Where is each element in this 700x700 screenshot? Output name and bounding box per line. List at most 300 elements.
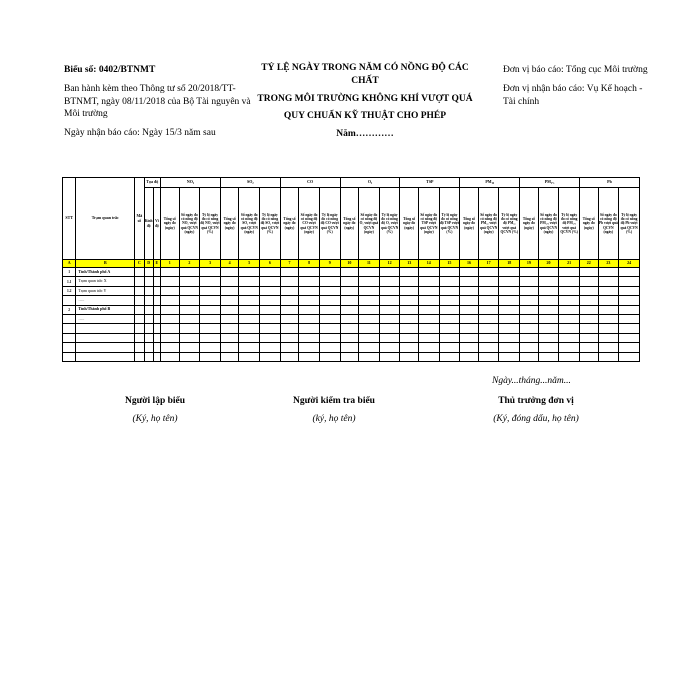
table-cell[interactable] (280, 286, 299, 295)
table-cell[interactable] (418, 343, 439, 352)
table-cell[interactable] (379, 343, 400, 352)
table-cell[interactable] (619, 277, 640, 286)
form-header-right (503, 64, 653, 114)
table-cell[interactable] (559, 296, 580, 305)
table-cell[interactable] (598, 333, 619, 342)
table-cell[interactable] (144, 286, 153, 295)
table-cell[interactable] (319, 343, 340, 352)
table-cell[interactable] (439, 343, 460, 352)
table-cell[interactable] (359, 314, 380, 323)
table-cell[interactable] (135, 305, 144, 314)
header-measure-exceed: Số ngày đo có nồng độ O₃ vượt quá QCVN (ngày) (359, 188, 380, 260)
table-cell[interactable] (619, 324, 640, 333)
table-cell[interactable] (478, 286, 499, 295)
signature-checker (249, 392, 419, 428)
table-cell[interactable] (478, 333, 499, 342)
table-cell[interactable] (579, 343, 598, 352)
table-cell[interactable] (161, 286, 180, 295)
table-cell[interactable] (400, 352, 419, 361)
table-cell[interactable] (579, 305, 598, 314)
table-cell[interactable] (559, 343, 580, 352)
table-cell[interactable] (161, 268, 180, 277)
row-stt (63, 343, 76, 352)
table-cell[interactable] (579, 352, 598, 361)
table-cell[interactable] (559, 314, 580, 323)
table-cell[interactable] (319, 305, 340, 314)
table-cell[interactable] (299, 296, 320, 305)
table-cell[interactable] (379, 268, 400, 277)
header-measure-total: Tổng số ngày đo (ngày) (161, 188, 180, 260)
table-cell[interactable] (379, 352, 400, 361)
table-cell[interactable] (619, 352, 640, 361)
table-cell[interactable] (619, 268, 640, 277)
table-cell[interactable] (538, 333, 559, 342)
table-cell[interactable] (520, 268, 539, 277)
table-cell[interactable] (359, 324, 380, 333)
table-cell[interactable] (418, 286, 439, 295)
table-cell[interactable] (319, 324, 340, 333)
table-cell[interactable] (220, 268, 239, 277)
table-cell[interactable] (144, 352, 153, 361)
table-cell[interactable] (520, 343, 539, 352)
table-cell[interactable] (499, 277, 520, 286)
table-cell[interactable] (598, 305, 619, 314)
table-cell[interactable] (153, 314, 160, 323)
table-cell[interactable] (144, 343, 153, 352)
table-cell[interactable] (220, 343, 239, 352)
table-cell[interactable] (579, 286, 598, 295)
table-cell[interactable] (400, 277, 419, 286)
table-cell[interactable] (161, 343, 180, 352)
table-cell[interactable] (359, 352, 380, 361)
table-cell[interactable] (135, 314, 144, 323)
row-stt: 1.2 (63, 286, 76, 295)
table-cell[interactable] (538, 277, 559, 286)
table-cell[interactable] (400, 343, 419, 352)
table-cell[interactable] (499, 286, 520, 295)
table-cell[interactable] (579, 268, 598, 277)
table-cell[interactable] (200, 286, 221, 295)
header-pollutant: NO₂ (161, 178, 221, 188)
table-cell[interactable] (135, 343, 144, 352)
table-cell[interactable] (460, 343, 479, 352)
table-cell[interactable] (379, 296, 400, 305)
table-cell[interactable] (200, 324, 221, 333)
header-stt: STT (63, 178, 76, 260)
row-station: Tỉnh/Thành phố A (76, 268, 135, 277)
table-cell[interactable] (538, 268, 559, 277)
table-cell[interactable] (280, 314, 299, 323)
table-cell[interactable] (239, 286, 260, 295)
table-cell[interactable] (559, 333, 580, 342)
table-cell[interactable] (460, 286, 479, 295)
table-cell[interactable] (280, 333, 299, 342)
table-cell[interactable] (359, 286, 380, 295)
table-cell[interactable] (239, 343, 260, 352)
table-cell[interactable] (280, 268, 299, 277)
table-cell[interactable] (379, 333, 400, 342)
table-cell[interactable] (460, 277, 479, 286)
table-cell[interactable] (359, 296, 380, 305)
table-cell[interactable] (559, 286, 580, 295)
table-cell[interactable] (478, 277, 499, 286)
receive-date: Ngày nhận báo cáo: Ngày 15/3 năm sau (64, 128, 216, 139)
table-cell[interactable] (319, 277, 340, 286)
table-cell[interactable] (179, 305, 200, 314)
table-cell[interactable] (239, 333, 260, 342)
row-station: Trạm quan trắc X (76, 277, 135, 286)
table-cell[interactable] (239, 296, 260, 305)
table-cell[interactable] (280, 343, 299, 352)
table-cell[interactable] (179, 296, 200, 305)
table-cell[interactable] (598, 286, 619, 295)
table-cell[interactable] (299, 314, 320, 323)
table-cell[interactable] (439, 305, 460, 314)
table-cell[interactable] (478, 296, 499, 305)
table-cell[interactable] (619, 296, 640, 305)
table-cell[interactable] (499, 305, 520, 314)
table-cell[interactable] (299, 305, 320, 314)
table-cell[interactable] (478, 314, 499, 323)
table-cell[interactable] (135, 352, 144, 361)
table-cell[interactable] (579, 277, 598, 286)
table-cell[interactable] (135, 324, 144, 333)
table-cell[interactable] (200, 352, 221, 361)
table-cell[interactable] (340, 286, 359, 295)
header-measure-total: Tổng số ngày đo (ngày) (340, 188, 359, 260)
table-cell[interactable] (340, 352, 359, 361)
table-cell[interactable] (598, 343, 619, 352)
table-cell[interactable] (260, 324, 281, 333)
table-cell[interactable] (319, 296, 340, 305)
table-cell[interactable] (239, 268, 260, 277)
table-cell[interactable] (161, 333, 180, 342)
table-cell[interactable] (319, 286, 340, 295)
table-cell[interactable] (260, 277, 281, 286)
column-code: 14 (418, 260, 439, 268)
table-cell[interactable] (579, 314, 598, 323)
table-cell[interactable] (340, 333, 359, 342)
table-cell[interactable] (135, 277, 144, 286)
table-cell[interactable] (559, 277, 580, 286)
table-cell[interactable] (379, 314, 400, 323)
table-cell[interactable] (418, 296, 439, 305)
table-cell[interactable] (220, 333, 239, 342)
table-cell[interactable] (379, 286, 400, 295)
table-cell[interactable] (299, 333, 320, 342)
table-cell[interactable] (144, 305, 153, 314)
table-cell[interactable] (200, 333, 221, 342)
table-cell[interactable] (200, 343, 221, 352)
table-cell[interactable] (135, 333, 144, 342)
table-cell[interactable] (153, 305, 160, 314)
table-cell[interactable] (144, 268, 153, 277)
table-cell[interactable] (135, 296, 144, 305)
table-cell[interactable] (260, 305, 281, 314)
table-cell[interactable] (319, 314, 340, 323)
table-cell[interactable] (135, 286, 144, 295)
table-cell[interactable] (418, 333, 439, 342)
table-cell[interactable] (400, 314, 419, 323)
header-measure-exceed: Số ngày đo có nồng độ Pb vượt quá QCVN (ngày) (598, 188, 619, 260)
table-cell[interactable] (499, 352, 520, 361)
table-cell[interactable] (179, 324, 200, 333)
table-cell[interactable] (619, 314, 640, 323)
table-cell[interactable] (200, 305, 221, 314)
table-cell[interactable] (559, 268, 580, 277)
header-coordinates: Tọa độ (144, 178, 161, 188)
table-cell[interactable] (153, 277, 160, 286)
row-station (76, 333, 135, 342)
table-cell[interactable] (499, 324, 520, 333)
table-cell[interactable] (144, 277, 153, 286)
table-cell[interactable] (144, 333, 153, 342)
table-cell[interactable] (478, 324, 499, 333)
table-cell[interactable] (144, 324, 153, 333)
table-cell[interactable] (538, 352, 559, 361)
header-measure-exceed: Số ngày đo có nồng độ NO₂ vượt quá QCVN (ngày) (179, 188, 200, 260)
table-cell[interactable] (478, 268, 499, 277)
table-cell[interactable] (161, 324, 180, 333)
table-cell[interactable] (359, 333, 380, 342)
column-code: 19 (520, 260, 539, 268)
table-cell[interactable] (280, 352, 299, 361)
table-cell[interactable] (179, 286, 200, 295)
table-cell[interactable] (179, 277, 200, 286)
table-cell[interactable] (400, 333, 419, 342)
table-cell[interactable] (520, 333, 539, 342)
table-cell[interactable] (340, 305, 359, 314)
table-cell[interactable] (179, 343, 200, 352)
table-cell[interactable] (340, 314, 359, 323)
table-cell[interactable] (400, 305, 419, 314)
header-measure-ratio: Tỷ lệ ngày đo có nồng độ PM₂.₅ vượt quá QCVN (%) (559, 188, 580, 260)
table-cell[interactable] (439, 333, 460, 342)
table-cell[interactable] (144, 314, 153, 323)
table-cell[interactable] (598, 352, 619, 361)
table-cell[interactable] (418, 268, 439, 277)
table-cell[interactable] (379, 277, 400, 286)
table-cell[interactable] (559, 324, 580, 333)
table-cell[interactable] (359, 343, 380, 352)
table-cell[interactable] (153, 286, 160, 295)
table-cell[interactable] (260, 352, 281, 361)
table-cell[interactable] (340, 268, 359, 277)
table-cell[interactable] (153, 324, 160, 333)
table-cell[interactable] (200, 314, 221, 323)
table-cell[interactable] (418, 277, 439, 286)
table-cell[interactable] (153, 296, 160, 305)
table-cell[interactable] (460, 333, 479, 342)
table-cell[interactable] (379, 305, 400, 314)
table-cell[interactable] (299, 324, 320, 333)
table-cell[interactable] (619, 305, 640, 314)
table-cell[interactable] (559, 305, 580, 314)
table-cell[interactable] (538, 286, 559, 295)
table-cell[interactable] (280, 296, 299, 305)
header-pollutant: Pb (579, 178, 639, 188)
table-cell[interactable] (220, 305, 239, 314)
table-cell[interactable] (299, 343, 320, 352)
table-cell[interactable] (260, 296, 281, 305)
table-cell[interactable] (418, 352, 439, 361)
table-row (63, 333, 640, 342)
table-cell[interactable] (520, 305, 539, 314)
table-cell[interactable] (239, 314, 260, 323)
table-cell[interactable] (439, 286, 460, 295)
table-cell[interactable] (579, 324, 598, 333)
table-cell[interactable] (538, 314, 559, 323)
table-cell[interactable] (499, 333, 520, 342)
table-cell[interactable] (260, 286, 281, 295)
table-cell[interactable] (179, 352, 200, 361)
table-cell[interactable] (460, 314, 479, 323)
table-cell[interactable] (579, 333, 598, 342)
table-cell[interactable] (460, 268, 479, 277)
table-cell[interactable] (439, 324, 460, 333)
table-cell[interactable] (299, 277, 320, 286)
preparer-note: (Ký, họ tên) (132, 414, 178, 425)
table-cell[interactable] (340, 277, 359, 286)
table-cell[interactable] (161, 352, 180, 361)
table-cell[interactable] (220, 314, 239, 323)
table-cell[interactable] (520, 296, 539, 305)
table-cell[interactable] (499, 314, 520, 323)
table-cell[interactable] (598, 268, 619, 277)
table-cell[interactable] (460, 352, 479, 361)
table-cell[interactable] (520, 324, 539, 333)
table-row (63, 277, 640, 286)
table-cell[interactable] (418, 324, 439, 333)
table-cell[interactable] (520, 277, 539, 286)
table-cell[interactable] (161, 296, 180, 305)
table-cell[interactable] (179, 268, 200, 277)
table-cell[interactable] (319, 352, 340, 361)
header-measure-ratio: Tỷ lệ ngày đo có nồng độ TSP vượt quá QCVN (%) (439, 188, 460, 260)
table-cell[interactable] (220, 324, 239, 333)
table-cell[interactable] (418, 305, 439, 314)
table-cell[interactable] (400, 324, 419, 333)
table-cell[interactable] (319, 333, 340, 342)
table-cell[interactable] (144, 296, 153, 305)
table-cell[interactable] (499, 268, 520, 277)
row-station (76, 352, 135, 361)
table-cell[interactable] (379, 324, 400, 333)
table-cell[interactable] (153, 268, 160, 277)
table-cell[interactable] (439, 314, 460, 323)
table-cell[interactable] (340, 343, 359, 352)
table-cell[interactable] (520, 314, 539, 323)
table-cell[interactable] (439, 268, 460, 277)
table-cell[interactable] (538, 305, 559, 314)
table-cell[interactable] (520, 352, 539, 361)
table-cell[interactable] (200, 268, 221, 277)
table-cell[interactable] (153, 343, 160, 352)
table-cell[interactable] (161, 277, 180, 286)
table-cell[interactable] (439, 277, 460, 286)
table-cell[interactable] (220, 277, 239, 286)
table-cell[interactable] (499, 343, 520, 352)
table-cell[interactable] (340, 296, 359, 305)
column-code: C (135, 260, 144, 268)
table-cell[interactable] (299, 352, 320, 361)
issued-with-note: Ban hành kèm theo Thông tư số 20/2018/TT-BTNMT, ngày 08/11/2018 của Bộ Tài nguyên và Môi trường (64, 83, 251, 120)
table-cell[interactable] (579, 296, 598, 305)
table-cell[interactable] (400, 268, 419, 277)
table-cell[interactable] (153, 352, 160, 361)
table-cell[interactable] (619, 286, 640, 295)
table-cell[interactable] (478, 352, 499, 361)
table-cell[interactable] (598, 324, 619, 333)
table-cell[interactable] (260, 333, 281, 342)
table-cell[interactable] (319, 268, 340, 277)
table-cell[interactable] (538, 296, 559, 305)
table-cell[interactable] (260, 314, 281, 323)
table-cell[interactable] (538, 343, 559, 352)
table-cell[interactable] (400, 296, 419, 305)
table-cell[interactable] (340, 324, 359, 333)
table-cell[interactable] (478, 343, 499, 352)
table-cell[interactable] (280, 324, 299, 333)
table-cell[interactable] (359, 268, 380, 277)
table-cell[interactable] (220, 352, 239, 361)
table-cell[interactable] (179, 333, 200, 342)
table-cell[interactable] (239, 352, 260, 361)
table-cell[interactable] (161, 305, 180, 314)
table-cell[interactable] (478, 305, 499, 314)
table-cell[interactable] (359, 277, 380, 286)
table-cell[interactable] (619, 333, 640, 342)
table-cell[interactable] (200, 277, 221, 286)
table-cell[interactable] (598, 314, 619, 323)
table-cell[interactable] (520, 286, 539, 295)
table-cell[interactable] (299, 286, 320, 295)
table-cell[interactable] (179, 314, 200, 323)
table-cell[interactable] (538, 324, 559, 333)
row-stt (63, 296, 76, 305)
table-cell[interactable] (598, 277, 619, 286)
table-cell[interactable] (135, 268, 144, 277)
column-code: 7 (280, 260, 299, 268)
table-cell[interactable] (260, 343, 281, 352)
table-cell[interactable] (299, 268, 320, 277)
table-cell[interactable] (460, 305, 479, 314)
column-code: 13 (400, 260, 419, 268)
table-cell[interactable] (280, 277, 299, 286)
table-cell[interactable] (619, 343, 640, 352)
table-cell[interactable] (439, 296, 460, 305)
table-cell[interactable] (153, 333, 160, 342)
table-cell[interactable] (460, 296, 479, 305)
table-cell[interactable] (280, 305, 299, 314)
table-cell[interactable] (359, 305, 380, 314)
table-cell[interactable] (559, 352, 580, 361)
table-cell[interactable] (200, 296, 221, 305)
table-cell[interactable] (439, 352, 460, 361)
table-cell[interactable] (418, 314, 439, 323)
table-cell[interactable] (260, 268, 281, 277)
table-cell[interactable] (460, 324, 479, 333)
table-cell[interactable] (220, 286, 239, 295)
table-cell[interactable] (239, 277, 260, 286)
table-cell[interactable] (220, 296, 239, 305)
table-cell[interactable] (598, 296, 619, 305)
table-cell[interactable] (161, 314, 180, 323)
table-cell[interactable] (239, 324, 260, 333)
table-cell[interactable] (239, 305, 260, 314)
table-cell[interactable] (400, 286, 419, 295)
table-cell[interactable] (499, 296, 520, 305)
